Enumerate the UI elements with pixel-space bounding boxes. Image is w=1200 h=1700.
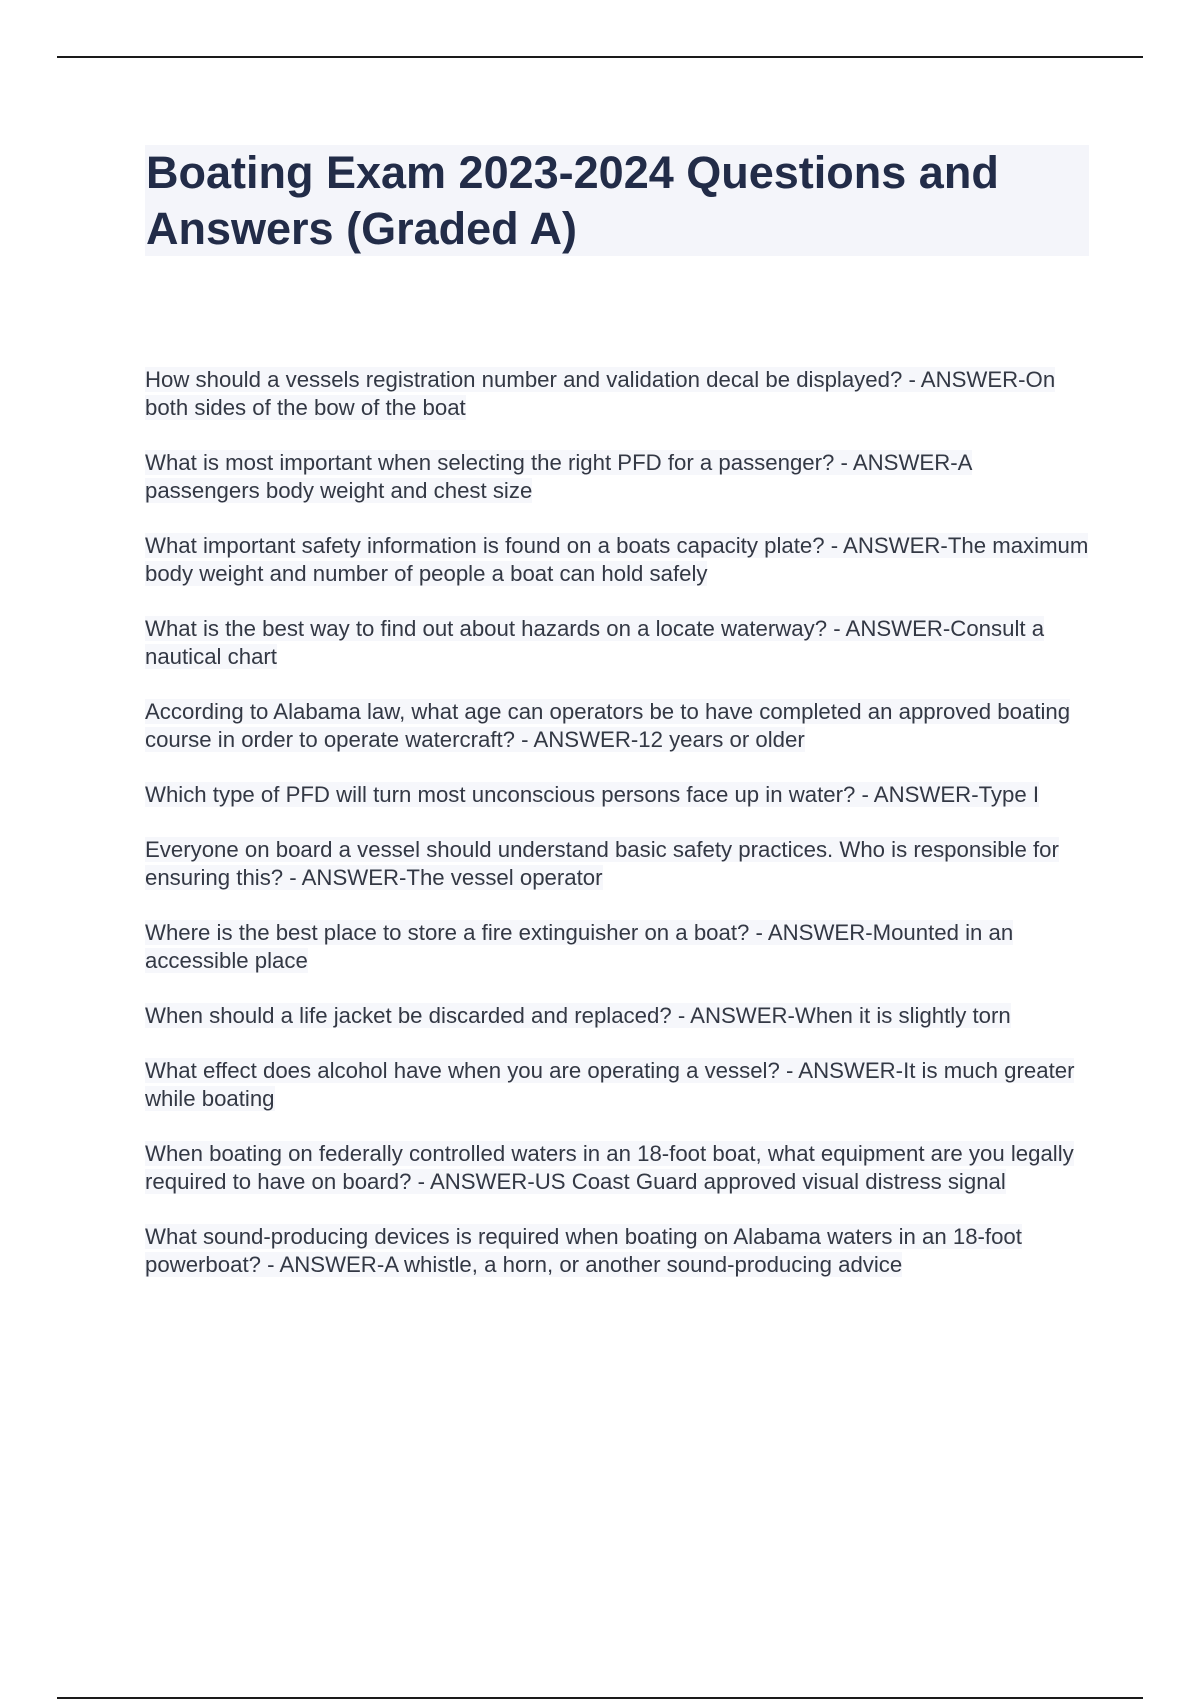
qa-item — [145, 1002, 1090, 1030]
footer-rule — [57, 1697, 1143, 1699]
qa-item — [145, 1223, 1090, 1279]
qa-text: How should a vessels registration number and validation decal be displayed? - ANSWER-On both sides of the bow of the boat — [145, 367, 1056, 420]
qa-item — [145, 532, 1090, 588]
qa-text: When should a life jacket be discarded and replaced? - ANSWER-When it is slightly torn — [145, 1003, 1011, 1028]
document-title: Boating Exam 2023-2024 Questions and Answers (Graded A) — [146, 147, 999, 254]
title-block — [145, 145, 1089, 256]
qa-item — [145, 698, 1090, 754]
qa-text: What important safety information is found on a boats capacity plate? - ANSWER-The maximum body weight and number of people a boat can hold safely — [145, 533, 1089, 586]
qa-list — [145, 366, 1090, 1306]
qa-text: What effect does alcohol have when you are operating a vessel? - ANSWER-It is much greater while boating — [145, 1058, 1075, 1111]
qa-text: Where is the best place to store a fire extinguisher on a boat? - ANSWER-Mounted in an accessible place — [145, 920, 1014, 973]
qa-text: According to Alabama law, what age can operators be to have completed an approved boating course in order to operate watercraft? - ANSWER-12 years or older — [145, 699, 1071, 752]
qa-item — [145, 1140, 1090, 1196]
qa-item — [145, 449, 1090, 505]
qa-text: What is the best way to find out about hazards on a locate waterway? - ANSWER-Consult a nautical chart — [145, 616, 1045, 669]
qa-text: Everyone on board a vessel should understand basic safety practices. Who is responsible for ensuring this? - ANSWER-The vessel operator — [145, 837, 1059, 890]
header-rule — [57, 56, 1143, 58]
qa-item — [145, 615, 1090, 671]
qa-item — [145, 919, 1090, 975]
qa-text: What sound-producing devices is required when boating on Alabama waters in an 18-foot powerboat? - ANSWER-A whistle, a horn, or another sound-producing advice — [145, 1224, 1022, 1277]
qa-text: Which type of PFD will turn most unconscious persons face up in water? - ANSWER-Type I — [145, 782, 1040, 807]
qa-item — [145, 781, 1090, 809]
qa-item — [145, 836, 1090, 892]
qa-text: What is most important when selecting the right PFD for a passenger? - ANSWER-A passengers body weight and chest size — [145, 450, 973, 503]
qa-item — [145, 1057, 1090, 1113]
qa-text: When boating on federally controlled waters in an 18-foot boat, what equipment are you legally required to have on board? - ANSWER-US Coast Guard approved visual distress signal — [145, 1141, 1074, 1194]
qa-item — [145, 366, 1090, 422]
